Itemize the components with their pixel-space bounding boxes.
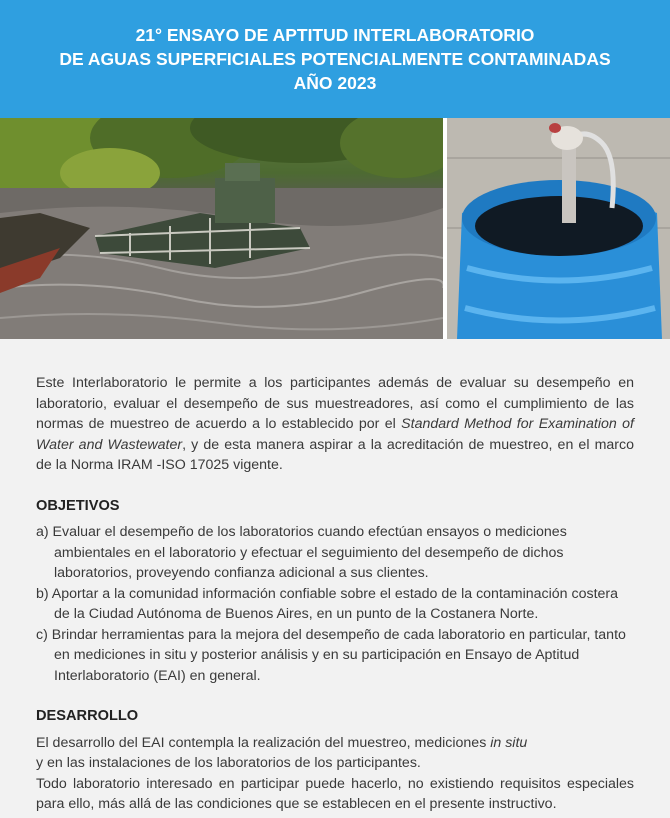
desarrollo-text-1: El desarrollo del EAI contempla la realización del muestreo, mediciones (36, 734, 491, 751)
desarrollo-body (36, 733, 634, 815)
intro-text-1: Este Interlaboratorio le permite a los participantes además de evaluar su desempeño en laboratorio, evaluar el desempeño de sus muestreadores, así como el cumplimiento de las normas de muestreo de acuerdo a lo establecido por el (36, 375, 634, 432)
list-item: c) Brindar herramientas para la mejora del desempeño de cada laboratorio en particular, tanto en mediciones in situ y posterior análisis y en su participación en Ensayo de Aptitud Interlaboratorio (EAI) en general. (36, 626, 626, 684)
desarrollo-heading: DESARROLLO (36, 708, 139, 724)
list-item: b) Aportar a la comunidad información confiable sobre el estado de la contaminación costera de la Ciudad Autónoma de Buenos Aires, en un punto de la Costanera Norte. (36, 585, 619, 622)
intro-paragraph (36, 373, 634, 476)
sampling-barrel-photo (447, 118, 670, 339)
title-line-3: AÑO 2023 (293, 73, 377, 93)
desarrollo-text-italic: in situ (490, 734, 528, 751)
intro-text-2: , y de esta manera aspirar a la acreditación de muestreo, en el marco de la Norma IRAM -ISO 17025 vigente. (36, 436, 634, 473)
title-line-1: 21° ENSAYO DE APTITUD INTERLABORATORIO (135, 25, 535, 45)
objetivos-list (36, 522, 634, 686)
intro-text-italic: Standard Method for Examination of Water and Wastewater (36, 416, 634, 453)
desarrollo-line-2: y en las instalaciones de los laboratorios de los participantes. (36, 755, 421, 771)
river-boat-photo (0, 118, 443, 339)
desarrollo-line-3: Todo laboratorio interesado en participar puede hacerlo, no existiendo requisitos especiales para ello, más allá de las condiciones que se establecen en el presente instructivo. (36, 775, 634, 812)
photo-strip (0, 118, 670, 339)
desarrollo-line-1 (36, 733, 634, 754)
header-banner (0, 0, 670, 118)
objetivos-heading: OBJETIVOS (36, 497, 120, 514)
list-item: a) Evaluar el desempeño de los laboratorios cuando efectúan ensayos o mediciones ambientales en el laboratorio y efectuar el seguimiento del desempeño de dichos laboratorios, proveyendo confianza adicional a sus clientes. (36, 524, 567, 581)
title-line-2: DE AGUAS SUPERFICIALES POTENCIALMENTE CONTAMINADAS (59, 49, 611, 69)
content-area (0, 339, 670, 815)
